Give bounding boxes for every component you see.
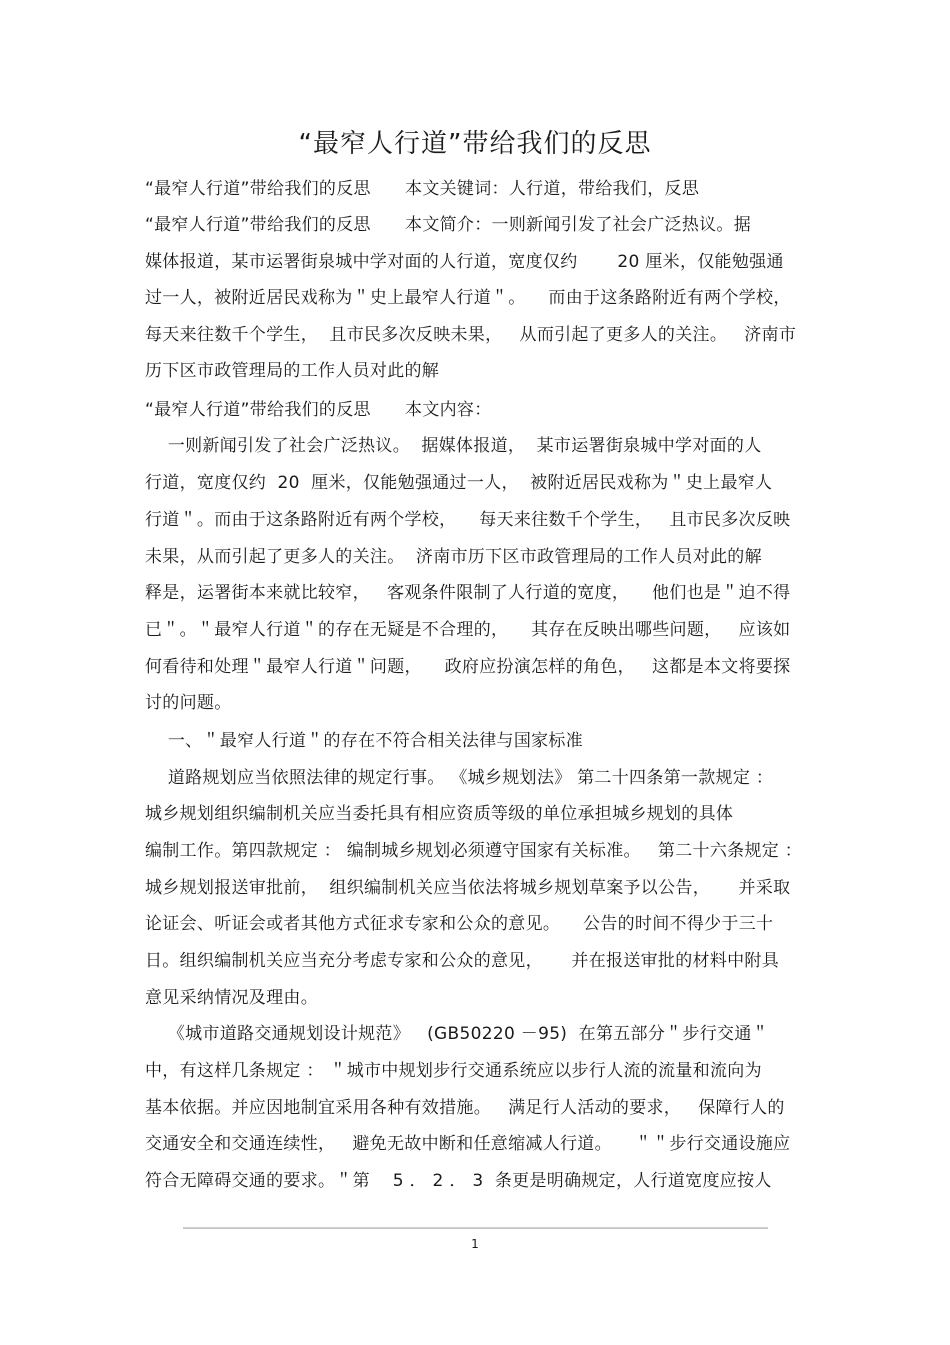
text-line: 符合无障碍交通的要求。＂第 5 ． 2 ． 3 条更是明确规定，人行道宽度应按人 bbox=[145, 1171, 772, 1191]
text-line: 论证会、听证会或者其他方式征求专家和公众的意见。 公告的时间不得少于三十 bbox=[145, 914, 774, 934]
text-line: 基本依据。并应因地制宜采用各种有效措施。 满足行人活动的要求， 保障行人的 bbox=[145, 1098, 785, 1118]
text-line: 中，有这样几条规定 ： ＂城市中规划步行交通系统应以步行人流的流量和流向为 bbox=[145, 1061, 762, 1081]
text-line: 交通安全和交通连续性， 避免无故中断和任意缩减人行道。 ＂＂步行交通设施应 bbox=[145, 1134, 791, 1154]
footer-divider bbox=[183, 1227, 768, 1229]
text-line: 媒体报道，某市运署街泉城中学对面的人行道，宽度仅约 20 厘米，仅能勉强通 bbox=[145, 252, 784, 272]
text-line: 释是，运署街本来就比较窄， 客观条件限制了人行道的宽度， 他们也是＂迫不得 bbox=[145, 583, 791, 603]
page-title: “最窄人行道”带给我们的反思 bbox=[298, 129, 652, 159]
page-number: 1 bbox=[471, 1237, 479, 1251]
text-line: 《城市道路交通规划设计规范》 (GB50220 －95) 在第五部分＂步行交通＂ bbox=[145, 1024, 769, 1044]
text-line: “最窄人行道”带给我们的反思 本文简介：一则新闻引发了社会广泛热议。据 bbox=[145, 215, 752, 235]
text-line: 一则新闻引发了社会广泛热议。 据媒体报道， 某市运署街泉城中学对面的人 bbox=[145, 436, 762, 456]
text-line: 日。组织编制机关应当充分考虑专家和公众的意见， 并在报送审批的材料中附具 bbox=[145, 951, 780, 971]
text-line: 讨的问题。 bbox=[145, 693, 232, 713]
text-line: 已＂。＂最窄人行道＂的存在无疑是不合理的， 其存在反映出哪些问题， 应该如 bbox=[145, 620, 791, 640]
text-line: 何看待和处理＂最窄人行道＂问题， 政府应扮演怎样的角色， 这都是本文将要探 bbox=[145, 657, 791, 677]
text-line: 未果，从而引起了更多人的关注。 济南市历下区市政管理局的工作人员对此的解 bbox=[145, 547, 762, 567]
text-line: 历下区市政管理局的工作人员对此的解 bbox=[145, 361, 440, 381]
text-line: 城乡规划报送审批前， 组织编制机关应当依法将城乡规划草案予以公告， 并采取 bbox=[145, 878, 791, 898]
text-line: 行道＂。而由于这条路附近有两个学校， 每天来往数千个学生， 且市民多次反映 bbox=[145, 510, 791, 530]
text-line: 意见采纳情况及理由。 bbox=[145, 988, 318, 1008]
text-line: 城乡规划组织编制机关应当委托具有相应资质等级的单位承担城乡规划的具体 bbox=[145, 804, 734, 824]
text-line: “最窄人行道”带给我们的反思 本文关键词：人行道，带给我们，反思 bbox=[145, 179, 700, 199]
text-line: 行道，宽度仅约 20 厘米，仅能勉强通过一人， 被附近居民戏称为＂史上最窄人 bbox=[145, 473, 773, 493]
section-heading: 一、＂最窄人行道＂的存在不符合相关法律与国家标准 bbox=[145, 731, 584, 751]
text-line: 过一人，被附近居民戏称为＂史上最窄人行道＂。 而由于这条路附近有两个学校， bbox=[145, 288, 791, 308]
text-line: 编制工作。第四款规定 ： 编制城乡规划必须遵守国家有关标准。 第二十六条规定 ： bbox=[145, 841, 803, 861]
text-line: 道路规划应当依照法律的规定行事。 《城乡规划法》 第二十四条第一款规定 ： bbox=[145, 768, 774, 788]
text-line: “最窄人行道”带给我们的反思 本文内容： bbox=[145, 400, 492, 420]
text-line: 每天来往数千个学生， 且市民多次反映未果， 从而引起了更多人的关注。 济南市 bbox=[145, 325, 797, 345]
